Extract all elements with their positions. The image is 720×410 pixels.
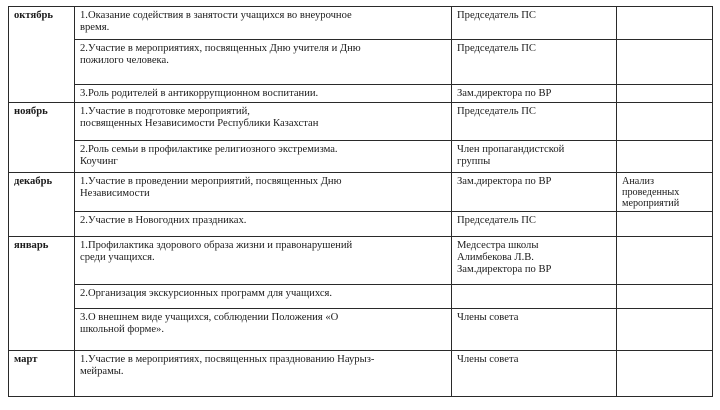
- responsible-cell: Зам.директора по ВР: [452, 85, 617, 103]
- activity-cell: 1.Участие в проведении мероприятий, посвященных Дню Независимости: [75, 173, 452, 212]
- note-cell: [617, 237, 713, 285]
- note-cell: [617, 309, 713, 351]
- table-row: [9, 351, 713, 397]
- table-row: [9, 285, 713, 309]
- table-row: [9, 212, 713, 237]
- activity-cell: 1.Профилактика здорового образа жизни и правонарушений среди учащихся.: [75, 237, 452, 285]
- month-cell-january: январь: [9, 237, 75, 351]
- table-row: [9, 237, 713, 285]
- activity-cell: 2.Роль семьи в профилактике религиозного экстремизма. Коучинг: [75, 141, 452, 173]
- responsible-cell: [452, 285, 617, 309]
- table-row: [9, 85, 713, 103]
- month-cell-november: ноябрь: [9, 103, 75, 173]
- responsible-cell: Председатель ПС: [452, 7, 617, 40]
- activity-cell: 3.О внешнем виде учащихся, соблюдении Положения «О школьной форме».: [75, 309, 452, 351]
- note-cell: [617, 351, 713, 397]
- table-row: [9, 7, 713, 40]
- activity-cell: 2.Организация экскурсионных программ для учащихся.: [75, 285, 452, 309]
- activity-cell: 2.Участие в мероприятиях, посвященных Дню учителя и Дню пожилого человека.: [75, 40, 452, 85]
- plan-document: [8, 6, 712, 397]
- table-row: [9, 141, 713, 173]
- responsible-cell: Медсестра школы Алимбекова Л.В. Зам.директора по ВР: [452, 237, 617, 285]
- activity-cell: 1.Оказание содействия в занятости учащихся во внеурочное время.: [75, 7, 452, 40]
- month-cell-october: октябрь: [9, 7, 75, 103]
- note-cell: [617, 85, 713, 103]
- responsible-cell: Член пропагандистской группы: [452, 141, 617, 173]
- table-row: [9, 173, 713, 212]
- activity-cell: 2.Участие в Новогодних праздниках.: [75, 212, 452, 237]
- table-row: [9, 103, 713, 141]
- note-cell: [617, 40, 713, 85]
- activity-cell: 1.Участие в подготовке мероприятий, посвященных Независимости Республики Казахстан: [75, 103, 452, 141]
- responsible-cell: Председатель ПС: [452, 212, 617, 237]
- responsible-cell: Зам.директора по ВР: [452, 173, 617, 212]
- note-cell: [617, 7, 713, 40]
- note-cell: [617, 285, 713, 309]
- note-cell: [617, 103, 713, 141]
- responsible-cell: Члены совета: [452, 309, 617, 351]
- table-row: [9, 309, 713, 351]
- activity-plan-table: [8, 6, 713, 397]
- month-cell-december: декабрь: [9, 173, 75, 237]
- note-cell: Анализ проведенных мероприятий: [617, 173, 713, 212]
- note-cell: [617, 212, 713, 237]
- responsible-cell: Председатель ПС: [452, 40, 617, 85]
- activity-cell: 3.Роль родителей в антикоррупционном воспитании.: [75, 85, 452, 103]
- month-cell-march: март: [9, 351, 75, 397]
- note-cell: [617, 141, 713, 173]
- table-row: [9, 40, 713, 85]
- responsible-cell: Члены совета: [452, 351, 617, 397]
- activity-cell: 1.Участие в мероприятиях, посвященных празднованию Наурыз- мейрамы.: [75, 351, 452, 397]
- responsible-cell: Председатель ПС: [452, 103, 617, 141]
